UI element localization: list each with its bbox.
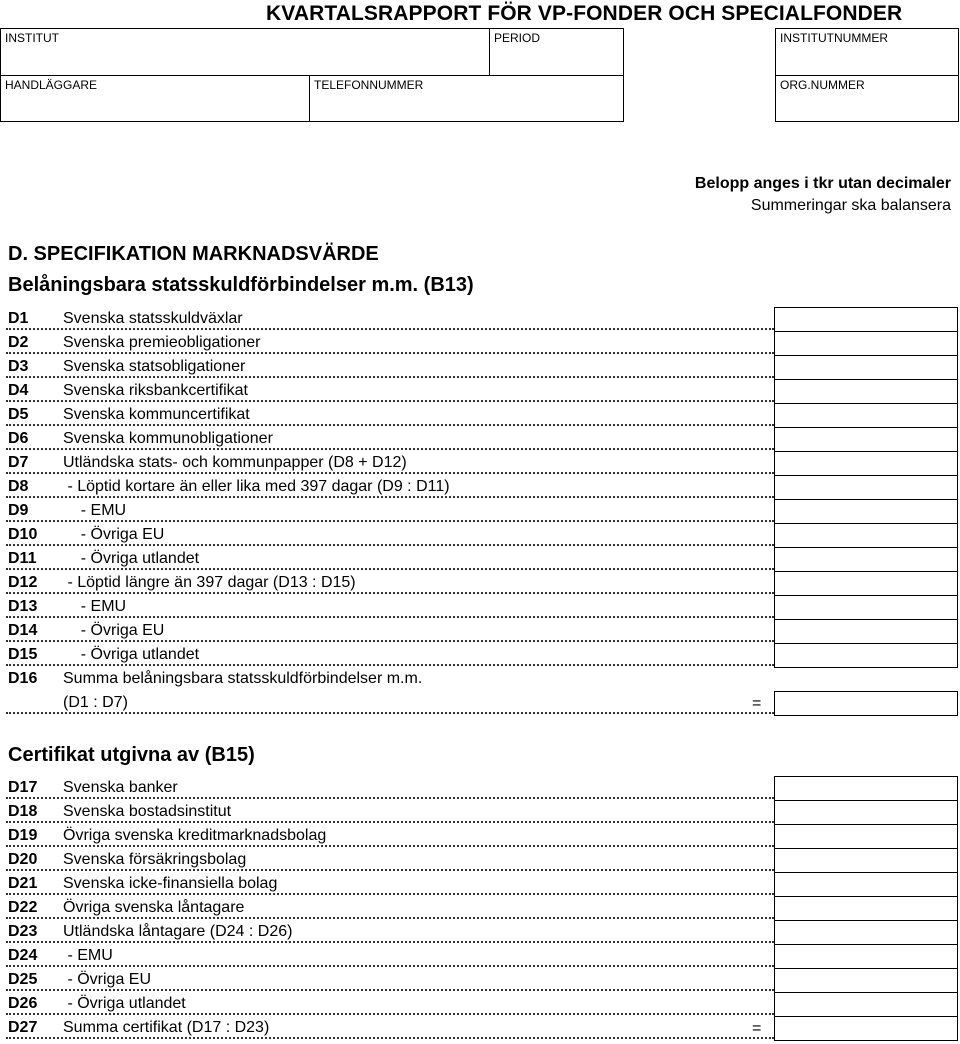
line-label: Utländska låntagare (D24 : D26) [63, 923, 293, 940]
amount-notes [695, 173, 951, 217]
line-label: Svenska premieobligationer [63, 334, 261, 351]
amount-input-d4[interactable] [774, 379, 958, 404]
line-item-d23 [0, 920, 960, 944]
line-code: D16 [8, 670, 38, 687]
line-item-d21 [0, 872, 960, 896]
line-code: D10 [8, 526, 38, 543]
line-item-d25 [0, 968, 960, 992]
institutnummer-field[interactable] [775, 28, 959, 76]
orgnummer-label: ORG.NUMMER [780, 78, 865, 92]
line-code: D19 [8, 827, 38, 844]
line-item-d19 [0, 824, 960, 848]
line-label: - EMU [63, 947, 113, 964]
line-item-d5 [0, 403, 960, 427]
dotted-leader [6, 1013, 774, 1015]
report-title: KVARTALSRAPPORT FÖR VP-FONDER OCH SPECIALFONDER [266, 2, 903, 25]
line-code: D4 [8, 382, 29, 399]
dotted-leader [6, 400, 774, 402]
line-label: Svenska kommuncertifikat [63, 406, 250, 423]
dotted-leader [6, 1037, 774, 1039]
dotted-leader [6, 592, 774, 594]
line-label: - Övriga EU [63, 622, 165, 639]
line-code: D9 [8, 502, 29, 519]
dotted-leader [6, 376, 774, 378]
dotted-leader [6, 821, 774, 823]
d16-range-label: (D1 : D7) [63, 694, 128, 711]
section-d-title: D. SPECIFIKATION MARKNADSVÄRDE [8, 243, 379, 265]
line-code: D21 [8, 875, 38, 892]
line-code: D11 [8, 550, 37, 567]
section-cert-title: Certifikat utgivna av (B15) [8, 744, 255, 766]
dotted-leader [6, 869, 774, 871]
telefonnummer-field[interactable] [309, 75, 624, 122]
line-label: Svenska kommunobligationer [63, 430, 273, 447]
line-label: Svenska icke-finansiella bolag [63, 875, 278, 892]
line-label: Utländska stats- och kommunpapper (D8 + D12) [63, 454, 407, 471]
amount-input-d2[interactable] [774, 331, 958, 356]
line-code: D8 [8, 478, 29, 495]
line-label: - EMU [63, 502, 127, 519]
line-code: D17 [8, 779, 38, 796]
amount-input-d21[interactable] [774, 872, 958, 897]
line-label: - Övriga utlandet [63, 550, 200, 567]
line-label: - Övriga utlandet [63, 995, 186, 1012]
dotted-leader [6, 472, 774, 474]
line-label: Svenska statsskuldväxlar [63, 310, 243, 327]
line-item-d10 [0, 523, 960, 547]
line-code: D18 [8, 803, 38, 820]
line-item-d17 [0, 776, 960, 800]
amount-input-d3[interactable] [774, 355, 958, 380]
dotted-leader [6, 941, 774, 943]
line-item-d16 [0, 667, 960, 691]
line-item-d20 [0, 848, 960, 872]
summeringar-note: Summeringar ska balansera [750, 197, 951, 214]
line-item-d2 [0, 331, 960, 355]
line-item-d8 [0, 475, 960, 499]
amount-input-d10[interactable] [774, 523, 958, 548]
institut-field[interactable] [0, 28, 490, 76]
line-label: - Övriga utlandet [63, 646, 200, 663]
line-code: D24 [8, 947, 38, 964]
equals-sign: = [752, 1020, 762, 1037]
line-label: Svenska statsobligationer [63, 358, 246, 375]
amount-input-d9[interactable] [774, 499, 958, 524]
amount-input-d16[interactable] [774, 691, 958, 716]
amount-input-d12[interactable] [774, 571, 958, 596]
line-code: D26 [8, 995, 38, 1012]
amount-input-d14[interactable] [774, 619, 958, 644]
amount-input-d27[interactable] [774, 1016, 958, 1041]
dotted-leader [6, 544, 774, 546]
dotted-leader [6, 797, 774, 799]
line-code: D12 [8, 574, 38, 591]
amount-input-d7[interactable] [774, 451, 958, 476]
amount-input-d13[interactable] [774, 595, 958, 620]
handlaggare-field[interactable] [0, 75, 310, 122]
amount-input-d20[interactable] [774, 848, 958, 873]
line-item-d11 [0, 547, 960, 571]
amount-input-d6[interactable] [774, 427, 958, 452]
handlaggare-label: HANDLÄGGARE [5, 78, 98, 92]
period-field[interactable] [489, 28, 624, 76]
period-label: PERIOD [494, 31, 541, 45]
line-item-d24 [0, 944, 960, 968]
line-label: Övriga svenska kreditmarknadsbolag [63, 827, 327, 844]
line-code: D3 [8, 358, 29, 375]
line-label: - EMU [63, 598, 127, 615]
line-item-d15 [0, 643, 960, 667]
dotted-leader [6, 893, 774, 895]
line-label: Summa belåningsbara statsskuldförbindelser m.m. [63, 670, 423, 687]
line-item-d14 [0, 619, 960, 643]
line-item-d9 [0, 499, 960, 523]
line-label: Svenska riksbankcertifikat [63, 382, 248, 399]
line-code: D5 [8, 406, 29, 423]
dotted-leader [6, 965, 774, 967]
telefonnummer-label: TELEFONNUMMER [314, 78, 424, 92]
dotted-leader [6, 989, 774, 991]
line-item-d3 [0, 355, 960, 379]
line-item-d12 [0, 571, 960, 595]
dotted-leader [6, 520, 774, 522]
dotted-leader [6, 845, 774, 847]
amount-input-d8[interactable] [774, 475, 958, 500]
amount-input-d1[interactable] [774, 307, 958, 332]
line-label: Summa certifikat (D17 : D23) [63, 1019, 270, 1036]
dotted-leader [6, 328, 774, 330]
dotted-leader [6, 424, 774, 426]
line-label: Övriga svenska låntagare [63, 899, 245, 916]
amount-input-d19[interactable] [774, 824, 958, 849]
line-item-d26 [0, 992, 960, 1016]
dotted-leader [6, 640, 774, 642]
line-code: D25 [8, 971, 38, 988]
line-item-d16-total [0, 691, 960, 715]
line-item-d1 [0, 307, 960, 331]
section-d-subtitle: Belåningsbara statsskuldförbindelser m.m. (B13) [8, 274, 474, 296]
line-label: Svenska försäkringsbolag [63, 851, 247, 868]
line-item-d4 [0, 379, 960, 403]
line-label: - Löptid längre än 397 dagar (D13 : D15) [63, 574, 356, 591]
amount-input-d24[interactable] [774, 944, 958, 969]
line-code: D27 [8, 1019, 38, 1036]
line-item-d22 [0, 896, 960, 920]
dotted-leader [6, 712, 774, 714]
line-code: D13 [8, 598, 38, 615]
amount-input-d23[interactable] [774, 920, 958, 945]
dotted-leader [6, 616, 774, 618]
line-code: D15 [8, 646, 38, 663]
line-label: - Övriga EU [63, 971, 152, 988]
line-label: - Löptid kortare än eller lika med 397 dagar (D9 : D11) [63, 478, 450, 495]
line-label: Svenska bostadsinstitut [63, 803, 232, 820]
line-code: D23 [8, 923, 38, 940]
amount-input-d5[interactable] [774, 403, 958, 428]
amount-input-d18[interactable] [774, 800, 958, 825]
institut-label: INSTITUT [5, 31, 59, 45]
line-code: D20 [8, 851, 38, 868]
dotted-leader [6, 352, 774, 354]
line-label: Svenska banker [63, 779, 178, 796]
amount-input-d11[interactable] [774, 547, 958, 572]
dotted-leader [6, 448, 774, 450]
line-code: D2 [8, 334, 29, 351]
line-item-d7 [0, 451, 960, 475]
amount-input-d22[interactable] [774, 896, 958, 921]
dotted-leader [6, 917, 774, 919]
line-item-d13 [0, 595, 960, 619]
amount-input-d26[interactable] [774, 992, 958, 1017]
line-label: - Övriga EU [63, 526, 165, 543]
equals-sign: = [752, 695, 762, 712]
line-code: D1 [8, 310, 29, 327]
dotted-leader [6, 664, 774, 666]
amount-input-d25[interactable] [774, 968, 958, 993]
dotted-leader [6, 496, 774, 498]
line-code: D22 [8, 899, 38, 916]
line-item-d6 [0, 427, 960, 451]
header-fields [0, 28, 959, 122]
amount-input-d15[interactable] [774, 643, 958, 668]
line-code: D6 [8, 430, 29, 447]
institutnummer-label: INSTITUTNUMMER [780, 31, 888, 45]
dotted-leader [6, 568, 774, 570]
orgnummer-field[interactable] [775, 75, 959, 122]
line-item-d18 [0, 800, 960, 824]
line-code: D7 [8, 454, 29, 471]
line-item-d27 [0, 1016, 960, 1040]
amount-input-d17[interactable] [774, 776, 958, 801]
line-code: D14 [8, 622, 38, 639]
belopp-note: Belopp anges i tkr utan decimaler [694, 175, 951, 192]
